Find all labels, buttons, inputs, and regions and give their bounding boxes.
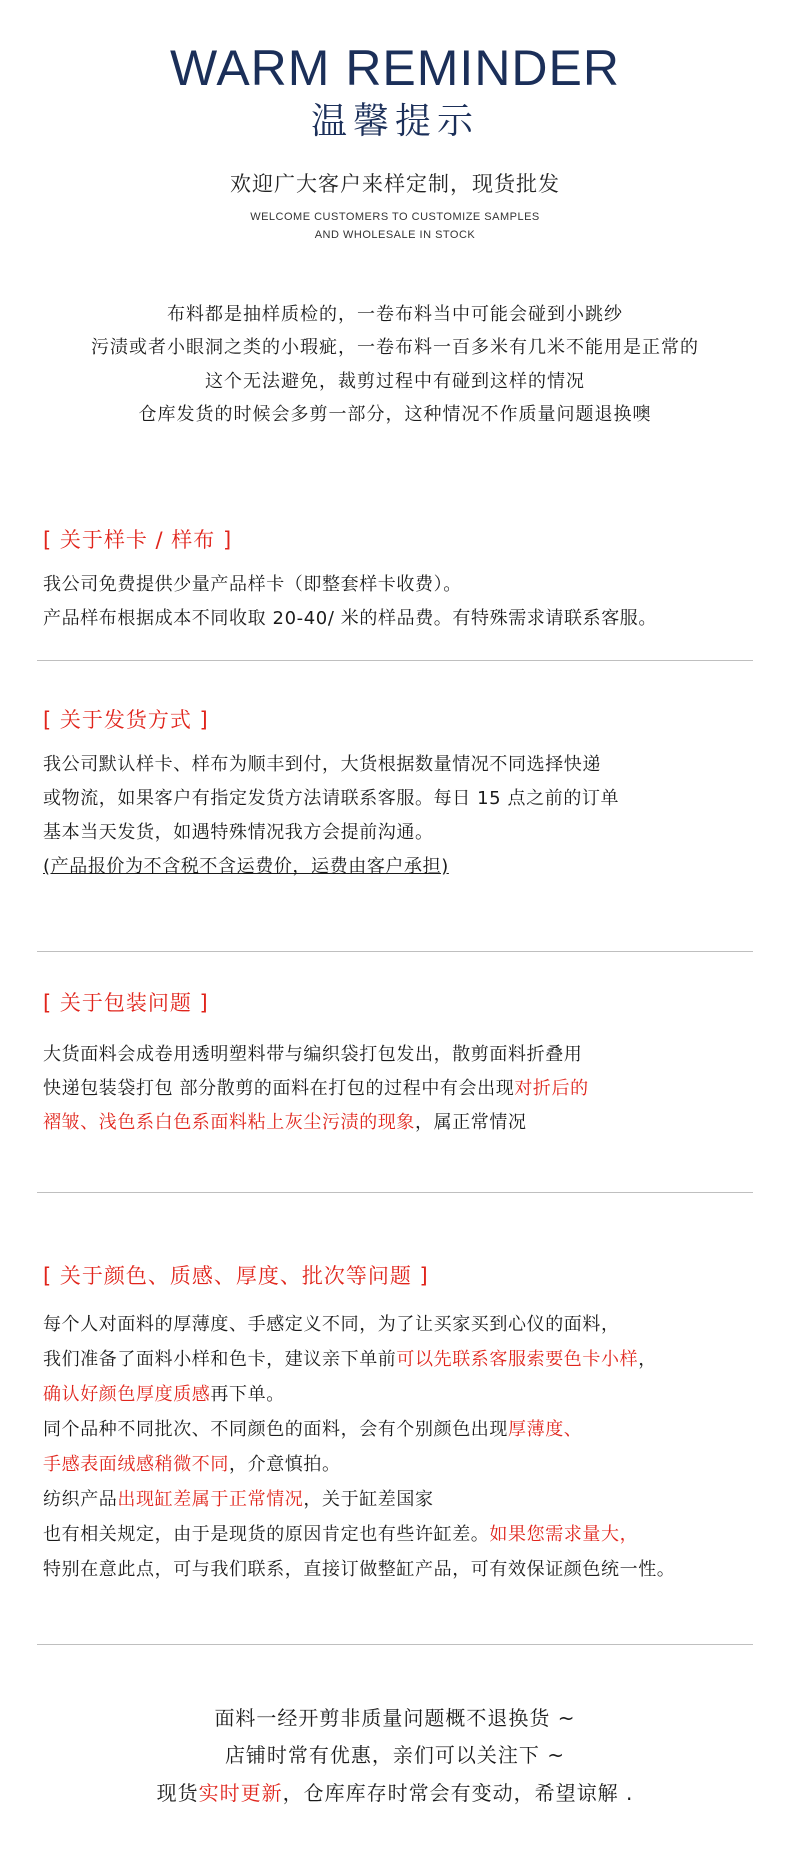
section-heading-color: [ 关于颜色、质感、厚度、批次等问题 ] [43,1264,429,1288]
paragraph-line: 我公司默认样卡、样布为顺丰到付，大货根据数量情况不同选择快递 [43,754,601,775]
text-segment: 我们准备了面料小样和色卡，建议亲下单前 [43,1349,397,1370]
section-heading-samples: [ 关于样卡 / 样布 ] [43,528,233,552]
welcome-english-line2: AND WHOLESALE IN STOCK [314,229,476,241]
paragraph-line [43,1110,527,1136]
shipping-price-note: (产品报价为不含税不含运费价，运费由客户承担) [43,856,449,877]
text-segment: 纺织产品 [43,1489,118,1510]
footer-promo-line: 店铺时常有优惠，亲们可以关注下 ~ [224,1743,566,1767]
paragraph-line [43,1347,657,1373]
footer-stock-line [0,1779,790,1807]
intro-line: 污渍或者小眼洞之类的小瑕疵，一卷布料一百多米有几米不能用是正常的 [91,337,699,358]
text-segment: 同个品种不同批次、不同颜色的面料，会有个别颜色出现 [43,1419,508,1440]
section-heading-packaging: [ 关于包装问题 ] [43,991,209,1015]
highlight-text: 可以先联系客服索要色卡小样 [396,1349,639,1370]
paragraph-line [43,1487,434,1513]
paragraph-line [43,1382,285,1408]
paragraph-line [43,1452,341,1478]
intro-line: 布料都是抽样质检的，一卷布料当中可能会碰到小跳纱 [167,304,623,325]
paragraph-line: 大货面料会成卷用透明塑料带与编织袋打包发出，散剪面料折叠用 [43,1044,583,1065]
footer-no-return-notice: 面料一经开剪非质量问题概不退换货 ~ [214,1706,576,1730]
text-segment: 也有相关规定，由于是现货的原因肯定也有些许缸差。 [43,1524,490,1545]
paragraph-line [43,1076,589,1102]
highlight-text: 褶皱、浅色系白色系面料粘上灰尘污渍的现象 [43,1112,415,1133]
welcome-chinese: 欢迎广大客户来样定制，现货批发 [230,172,560,196]
paragraph-line: 每个人对面料的厚薄度、手感定义不同，为了让买家买到心仪的面料， [43,1314,620,1335]
section-divider [37,660,753,661]
text-segment: ，属正常情况 [415,1112,527,1133]
paragraph-line: 产品样布根据成本不同收取 20-40/ 米的样品费。有特殊需求请联系客服。 [43,608,658,629]
section-divider [37,1644,753,1645]
text-segment: 快递包装袋打包 部分散剪的面料在打包的过程中有会出现 [43,1078,515,1099]
paragraph-line [43,1417,582,1443]
text-segment: 再下单。 [210,1384,285,1405]
section-divider [37,951,753,952]
paragraph-line: 我公司免费提供少量产品样卡（即整套样卡收费）。 [43,574,462,595]
highlight-text: 出现缸差属于正常情况 [117,1489,304,1510]
intro-line: 这个无法避免，裁剪过程中有碰到这样的情况 [205,371,585,392]
highlight-text: 手感表面绒感稍微不同 [43,1454,229,1475]
text-segment: ， [638,1349,657,1370]
welcome-english-line1: WELCOME CUSTOMERS TO CUSTOMIZE SAMPLES [250,211,540,223]
paragraph-line: 或物流，如果客户有指定发货方法请联系客服。每日 15 点之前的订单 [43,788,620,809]
highlight-text: 厚薄度、 [508,1419,583,1440]
intro-line: 仓库发货的时候会多剪一部分，这种情况不作质量问题退换噢 [138,404,652,425]
paragraph-line: 基本当天发货，如遇特殊情况我方会提前沟通。 [43,822,434,843]
text-segment: 现货 [156,1781,199,1805]
section-divider [37,1192,753,1193]
text-segment: ，仓库库存时常会有变动，希望谅解 . [282,1781,634,1805]
highlight-text: 确认好颜色厚度质感 [43,1384,211,1405]
highlight-text: 特别在意此点，可与我们联系，直接订做整缸产品，可有效保证颜色统一性。 [43,1559,676,1580]
section-heading-shipping: [ 关于发货方式 ] [43,708,209,732]
title-chinese: 温馨提示 [310,101,479,142]
highlight-text: 实时更新 [198,1781,283,1805]
text-segment: ，关于缸差国家 [303,1489,434,1510]
text-segment: ，介意慎拍。 [229,1454,341,1475]
highlight-text: 如果您需求量大， [489,1524,639,1545]
paragraph-line [43,1522,638,1548]
highlight-text: 对折后的 [514,1078,589,1099]
title-english: WARM REMINDER [169,40,620,96]
